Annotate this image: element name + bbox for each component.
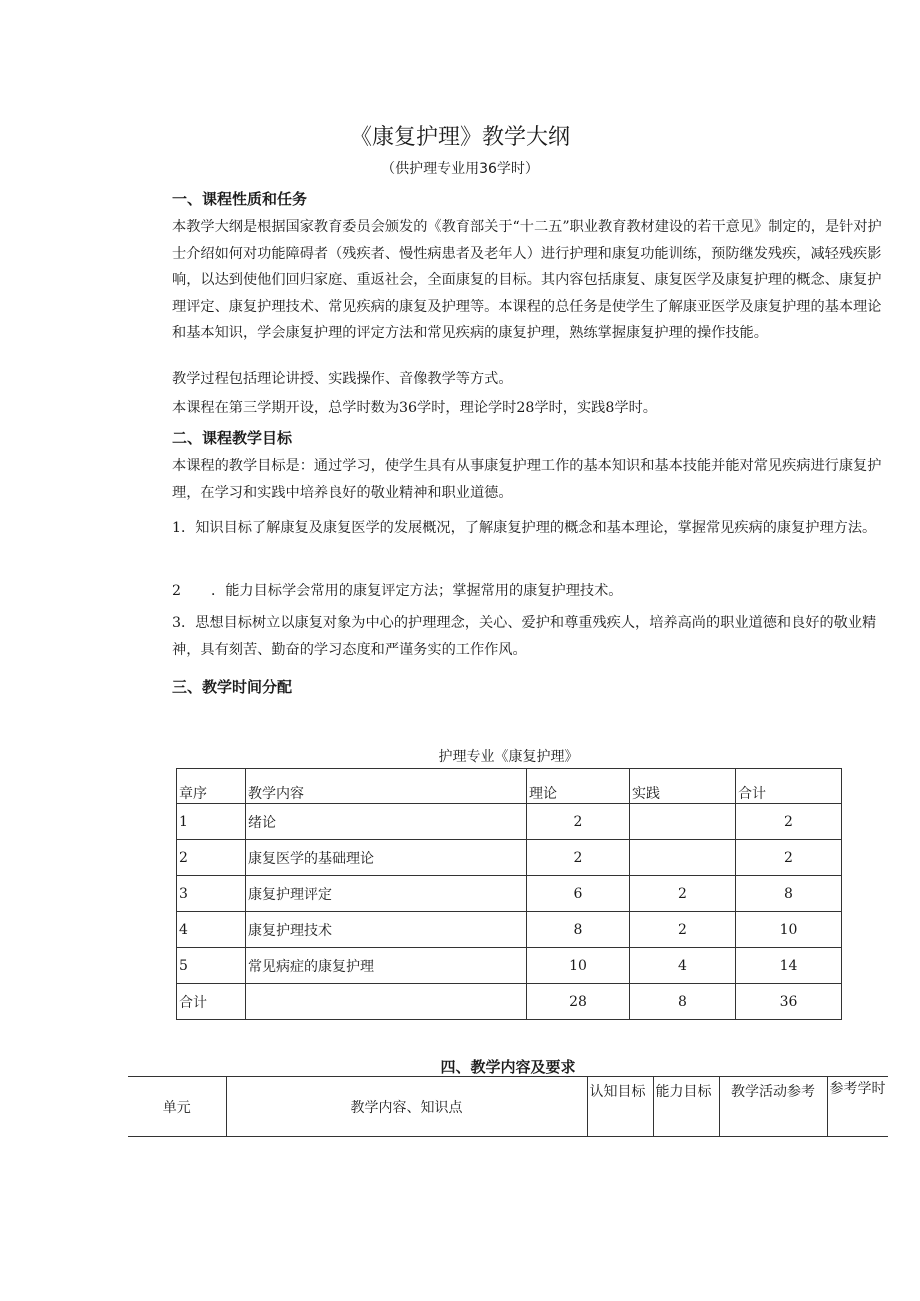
header-practice: 实践 <box>630 769 736 804</box>
cell-theory: 10 <box>527 948 630 984</box>
cell-total: 36 <box>736 984 842 1020</box>
header-knowledge-points: 教学内容、知识点 <box>226 1077 587 1137</box>
goal-ideology: 3．思想目标树立以康复对象为中心的护理理念，关心、爱护和尊重残疾人，培养高尚的职业道德和良好的敬业精神，具有刻苦、勤奋的学习态度和严谨务实的工作作风。 <box>172 615 877 658</box>
table-total-row <box>177 984 842 1020</box>
table-row <box>177 912 842 948</box>
goal-ability-text: ．能力目标学会常用的康复评定方法；掌握常用的康复护理技术。 <box>211 583 623 599</box>
cell-chapter: 3 <box>177 876 246 912</box>
table-row <box>177 804 842 840</box>
time-allocation-table <box>176 768 842 1020</box>
header-chapter: 章序 <box>177 769 246 804</box>
cell-total: 14 <box>736 948 842 984</box>
section1-heading: 一、课程性质和任务 <box>172 190 308 208</box>
cell-content <box>246 984 527 1020</box>
cell-content: 康复护理评定 <box>246 876 527 912</box>
cell-practice <box>630 804 736 840</box>
header-total: 合计 <box>736 769 842 804</box>
cell-theory: 28 <box>527 984 630 1020</box>
header-content: 教学内容 <box>246 769 527 804</box>
cell-total: 8 <box>736 876 842 912</box>
table-header-row <box>177 769 842 804</box>
cell-content: 康复医学的基础理论 <box>246 840 527 876</box>
table-row <box>177 876 842 912</box>
header-theory: 理论 <box>527 769 630 804</box>
cell-chapter: 4 <box>177 912 246 948</box>
header-ability-goal: 能力目标 <box>653 1077 719 1137</box>
cell-theory: 2 <box>527 804 630 840</box>
cell-chapter: 1 <box>177 804 246 840</box>
cell-content: 常见病症的康复护理 <box>246 948 527 984</box>
cell-chapter: 2 <box>177 840 246 876</box>
content-requirements-table <box>128 1076 888 1137</box>
units-header-row <box>128 1077 888 1137</box>
cell-theory: 8 <box>527 912 630 948</box>
document-title: 《康复护理》教学大纲 <box>349 125 570 150</box>
cell-total: 10 <box>736 912 842 948</box>
goal-knowledge: 1．知识目标了解康复及康复医学的发展概况，了解康复护理的概念和基本理论，掌握常见疾病的康复护理方法。 <box>172 520 877 536</box>
cell-practice: 2 <box>630 876 736 912</box>
cell-content: 绪论 <box>246 804 527 840</box>
header-unit: 单元 <box>162 1099 191 1116</box>
section1-teaching-methods: 教学过程包括理论讲授、实践操作、音像教学等方式。 <box>172 371 513 387</box>
table-row <box>177 840 842 876</box>
header-activity-reference: 教学活动参考 <box>719 1077 827 1137</box>
header-cognitive-goal: 认知目标 <box>587 1077 653 1137</box>
cell-theory: 2 <box>527 840 630 876</box>
section1-paragraph <box>172 214 888 347</box>
goal-ability-number: 2 <box>172 583 182 599</box>
goal-ability <box>172 580 622 600</box>
section1-paragraph-text: 本教学大纲是根据国家教育委员会颁发的《教育部关于“十二五”职业教育教材建设的若干意见》制定的，是针对护士介绍如何对功能障碍者（残疾者、慢性病患者及老年人）进行护理和康复功能训练，预防继发残疾，减轻残疾影响，以达到使他们回归家庭、重返社会，全面康复的目标。其内容包括康复、康复医学及康复护理的概念、康复护理评定、康复护理技术、常见疾病的康复及护理等。本课程的总任务是使学生了解康亚医学及康复护理的基本理论和基本知识，学会康复护理的评定方法和常见疾病的康复护理，熟练掌握康复护理的操作技能。 <box>172 219 882 341</box>
cell-practice <box>630 840 736 876</box>
cell-total: 2 <box>736 840 842 876</box>
cell-practice: 4 <box>630 948 736 984</box>
section2-heading: 二、课程教学目标 <box>172 429 293 447</box>
section2-paragraph: 本课程的教学目标是：通过学习，使学生具有从事康复护理工作的基本知识和基本技能并能对常见疾病进行康复护理，在学习和实践中培养良好的敬业精神和职业道德。 <box>172 458 882 501</box>
cell-theory: 6 <box>527 876 630 912</box>
cell-total: 2 <box>736 804 842 840</box>
section3-heading: 三、教学时间分配 <box>172 678 293 696</box>
header-reference-hours: 参考学时 <box>827 1077 888 1137</box>
section1-hours: 本课程在第三学期开设，总学时数为36学时，理论学时28学时，实践8学时。 <box>172 400 657 416</box>
cell-practice: 8 <box>630 984 736 1020</box>
cell-chapter: 5 <box>177 948 246 984</box>
table-caption: 护理专业《康复护理》 <box>438 749 579 765</box>
document-subtitle: （供护理专业用36学时） <box>381 161 539 177</box>
cell-practice: 2 <box>630 912 736 948</box>
cell-content: 康复护理技术 <box>246 912 527 948</box>
table-row <box>177 948 842 984</box>
section4-heading: 四、教学内容及要求 <box>440 1058 576 1076</box>
cell-chapter: 合计 <box>177 984 246 1020</box>
